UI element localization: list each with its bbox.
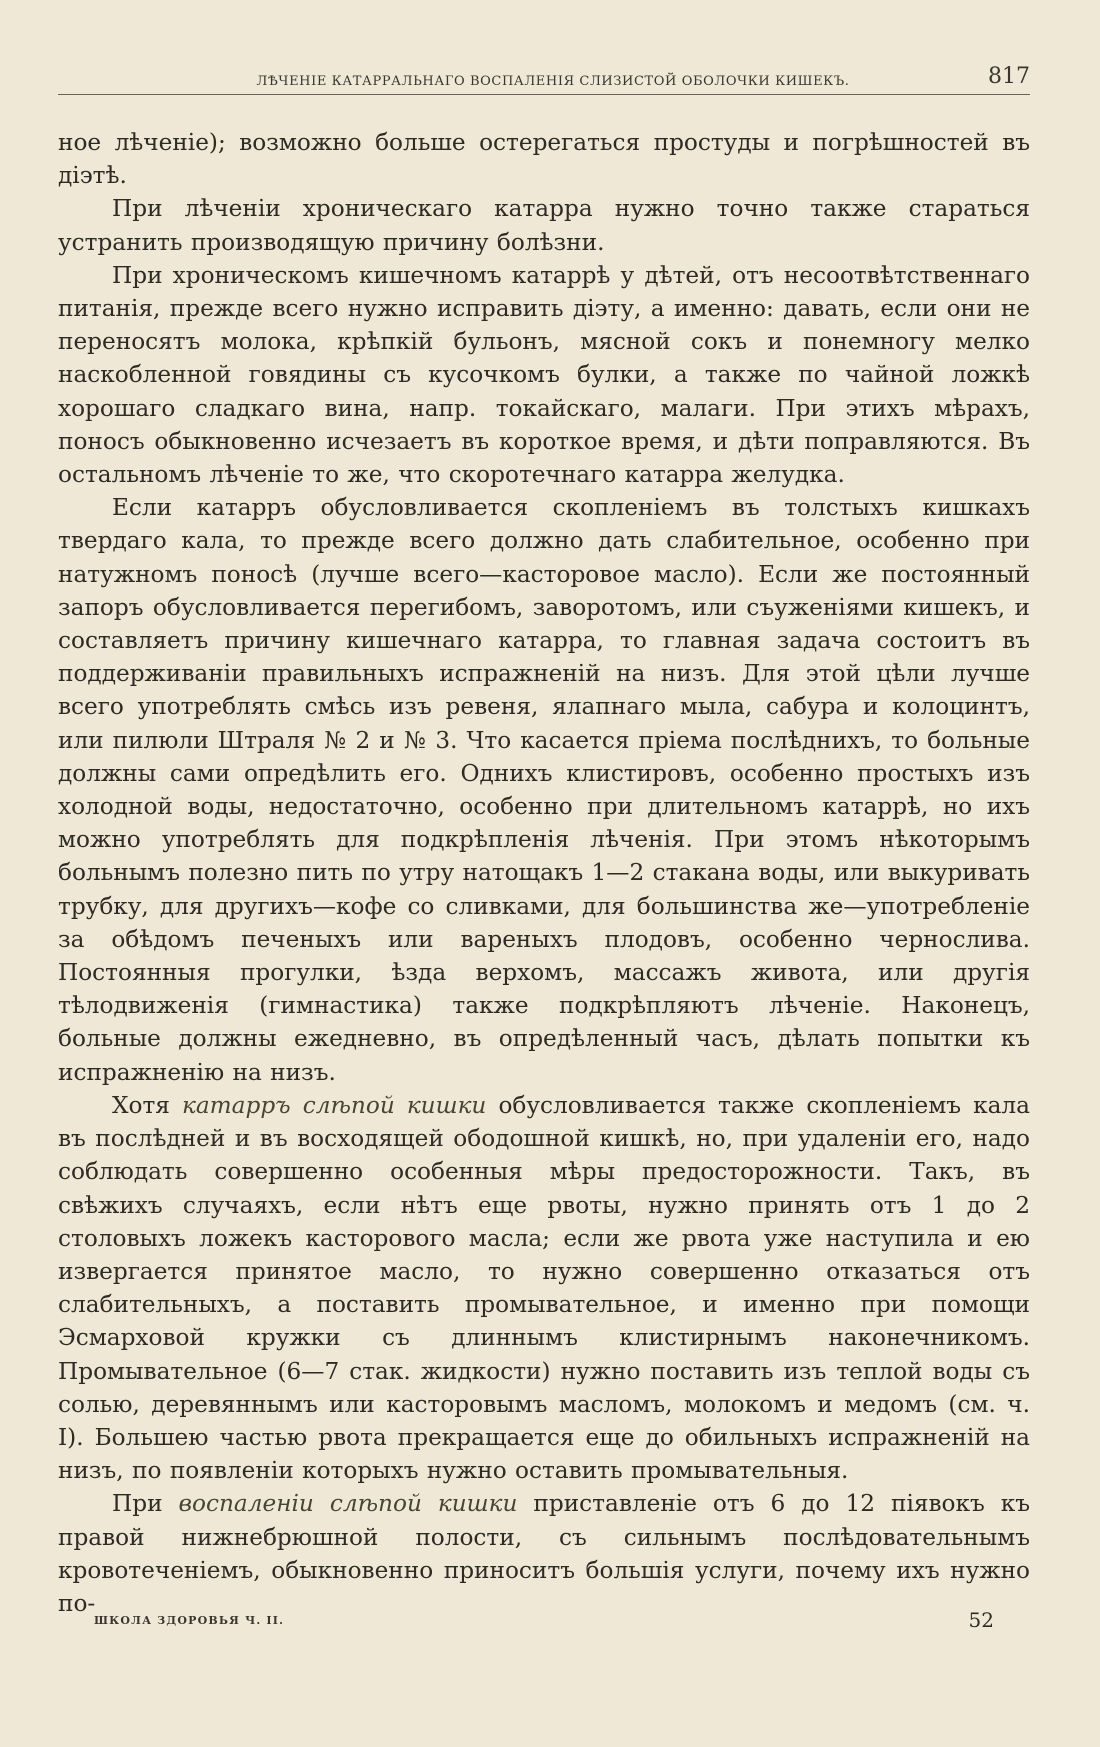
paragraph [58,259,1030,491]
text-segment: приставленіе отъ 6 до 12 піявокъ къ правой нижнебрюшной полости, съ сильнымъ послѣдовательнымъ кровотеченіемъ, обыкновенно приноситъ большія услуги, почему ихъ нужно по- [58,1490,1030,1617]
text-segment: При лѣченіи хроническаго катарра нужно точно также стараться устранить производящую причину болѣзни. [58,195,1030,256]
text-segment: При хроническомъ кишечномъ катаррѣ у дѣтей, отъ несоотвѣтственнаго питанія, прежде всего нужно исправить діэту, а именно: давать, если они не переносятъ молока, крѣпкій бульонъ, мясной сокъ и понемногу мелко наскобленной говядины съ кусочкомъ булки, а также по чайной ложкѣ хорошаго сладкаго вина, напр. токайскаго, малаги. При этихъ мѣрахъ, поносъ обыкновенно исчезаетъ въ короткое время, и дѣти поправляются. Въ остальномъ лѣченіе то же, что скоротечнаго катарра желудка. [58,261,1030,489]
text-segment: ное лѣченіе); возможно больше остерегаться простуды и погрѣшностей въ діэтѣ. [58,129,1030,190]
paragraph [58,192,1030,258]
sheet-number: 52 [968,1608,994,1632]
header-rule [58,94,1030,95]
text-segment: При [112,1490,179,1518]
page-number: 817 [988,64,1030,89]
text-segment: Если катарръ обусловливается скопленіемъ въ толстыхъ кишкахъ твердаго кала, то прежде всего должно дать слабительное, особенно при натужномъ поносѣ (лучше всего—касторовое масло). Если же постоянный запоръ обусловливается перегибомъ, заворотомъ, или съуженіями кишекъ, и составляетъ причину кишечнаго катарра, то главная задача состоитъ въ поддерживаніи правильныхъ испражненій на низъ. Для этой цѣли лучше всего употреблять смѣсь изъ ревеня, ялапнаго мыла, сабура и колоцинтъ, или пилюли Штраля № 2 и № 3. Что касается пріема послѣднихъ, то больные должны сами опредѣлить его. Однихъ клистировъ, особенно простыхъ изъ холодной воды, недостаточно, особенно при длительномъ катаррѣ, но ихъ можно употреблять для подкрѣпленія лѣченія. При этомъ нѣкоторымъ больнымъ полезно пить по утру натощакъ 1—2 стакана воды, или выкуривать трубку, для другихъ—кофе со сливками, для большинства же—употребленіе за обѣдомъ печеныхъ или вареныхъ плодовъ, особенно чернослива. Постоянныя прогулки, ѣзда верхомъ, массажъ живота, или другія тѣлодвиженія (гимнастика) также подкрѣпляютъ лѣченіе. Наконецъ, больные должны ежедневно, въ опредѣленный часъ, дѣлать попытки къ испражненію на низъ. [58,494,1030,1086]
text-segment: Хотя [112,1091,183,1119]
paragraph [58,491,1030,1089]
page-header [58,64,1030,89]
running-title: ЛѢЧЕНІЕ КАТАРРАЛЬНАГО ВОСПАЛЕНІЯ СЛИЗИСТОЙ ОБОЛОЧКИ КИШЕКЪ. [256,74,850,89]
signature-mark: ШКОЛА ЗДОРОВЬЯ Ч. II. [94,1613,285,1627]
text-segment: обусловливается также скопленіемъ кала въ послѣдней и въ восходящей ободошной кишкѣ, но, при удаленіи его, надо соблюдать совершенно особенныя мѣры предосторожности. Такъ, въ свѣжихъ случаяхъ, если нѣтъ еще рвоты, нужно принять отъ 1 до 2 столовыхъ ложекъ касторового масла; если же рвота уже наступила и ею извергается принятое масло, то нужно совершенно отказаться отъ слабительныхъ, а поставить промывательное, и именно при помощи Эсмарховой кружки съ длиннымъ клистирнымъ наконечникомъ. Промывательное (6—7 стак. жидкости) нужно поставить изъ теплой воды съ солью, деревяннымъ или касторовымъ масломъ, молокомъ и медомъ (см. ч. I). Большею частью рвота прекращается еще до обильныхъ испражненій на низъ, по появленіи которыхъ нужно оставить промывательныя. [58,1091,1030,1485]
paragraph [58,1487,1030,1620]
page-footer [94,1608,994,1632]
body-text [58,126,1030,1620]
paragraph [58,1089,1030,1487]
italic-term: воспаленіи слѣпой кишки [178,1490,518,1518]
paragraph [58,126,1030,192]
italic-term: катарръ слѣпой кишки [182,1091,487,1119]
